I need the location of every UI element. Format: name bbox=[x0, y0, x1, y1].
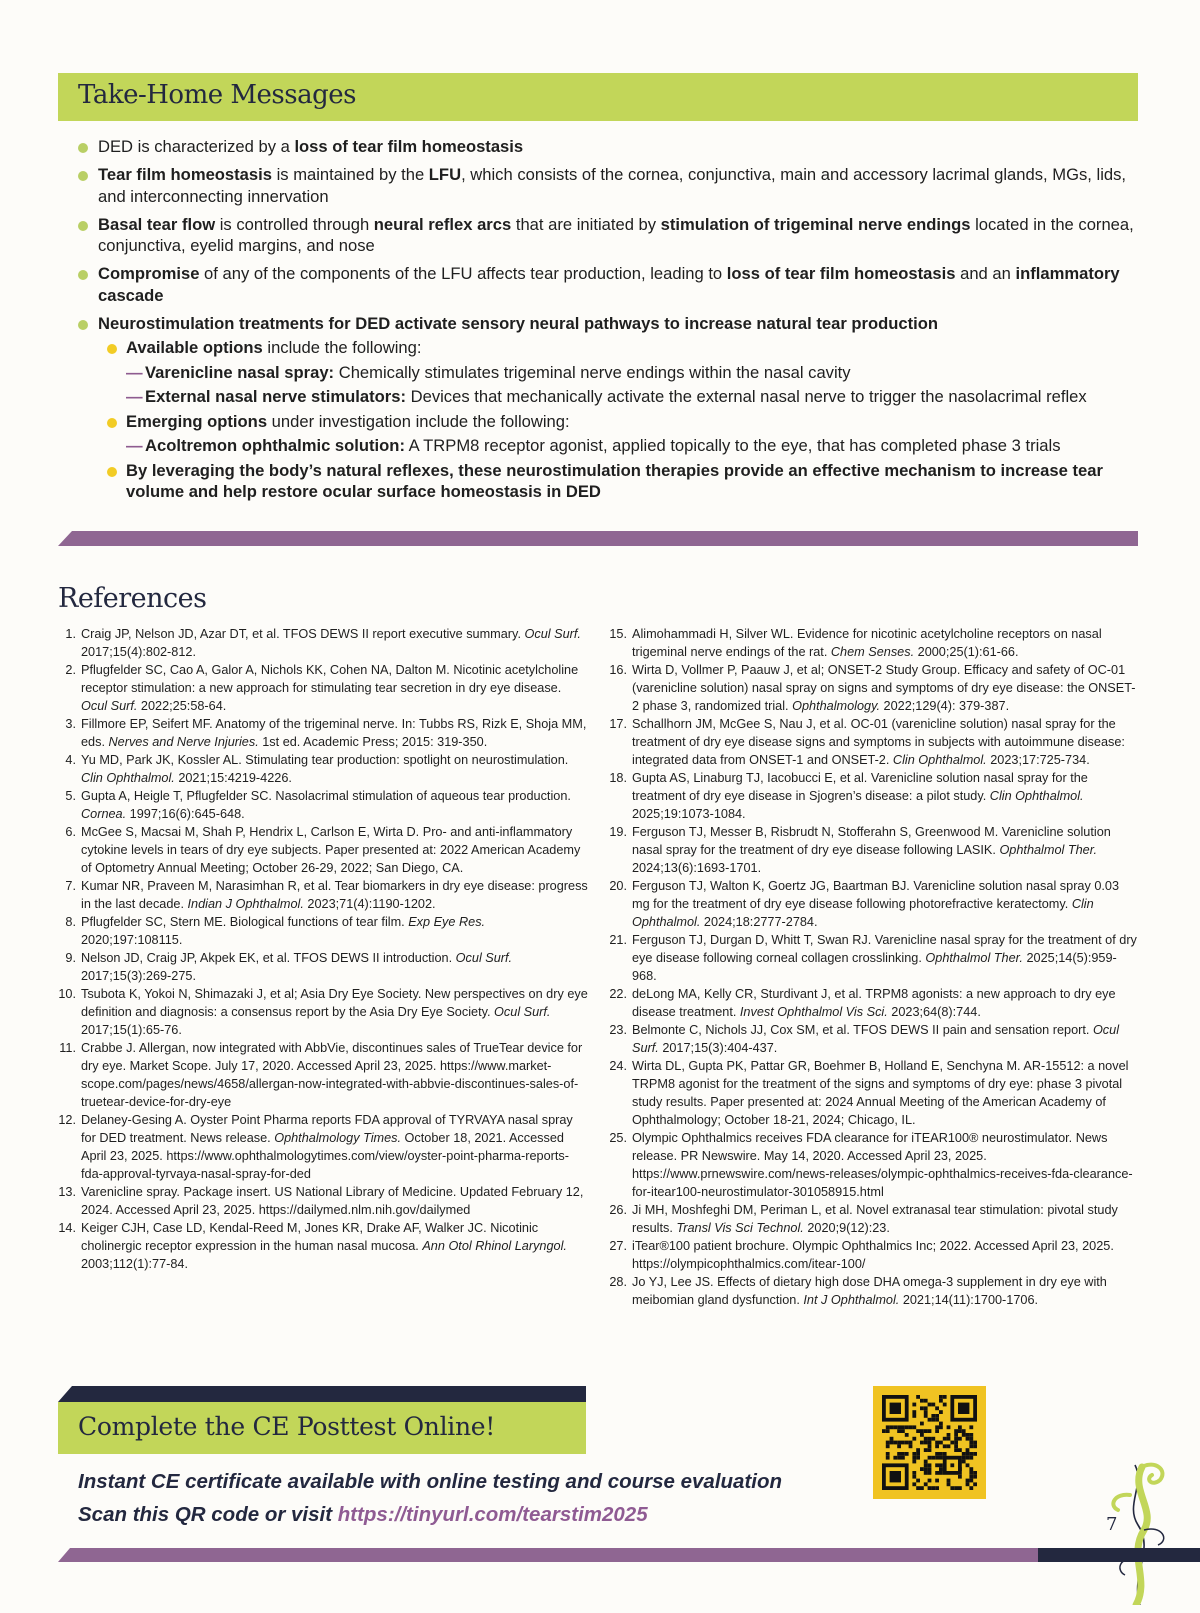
reference-number: 11. bbox=[59, 1041, 76, 1055]
reference-text: Tsubota K, Yokoi N, Shimazaki J, et al; Asia Dry Eye Society. New perspectives on dry eye definition and diagnosis: a consensus report by the Asia Dry Eye Society. bbox=[81, 987, 588, 1019]
reference-item bbox=[58, 1111, 588, 1183]
reference-journal: Clin Ophthalmol. bbox=[81, 771, 175, 785]
reference-text: Ji MH, Moshfeghi DM, Periman L, et al. Novel extranasal tear stimulation: pivotal study results. bbox=[632, 1203, 1118, 1235]
sub-message-emerging: Emerging options under investigation include the following: bbox=[78, 411, 1138, 433]
option-external-stimulators: — External nasal nerve stimulators: Devices that mechanically activate the external nasal nerve to trigger the nasolacrimal reflex bbox=[126, 387, 1087, 406]
reference-number: 6. bbox=[65, 825, 76, 839]
page-number: 7 bbox=[1106, 1514, 1118, 1535]
reference-item bbox=[58, 985, 588, 1039]
message-4: Compromise of any of the components of the LFU affects tear production, leading to loss of tear film homeostasis and an inflammatory cascade bbox=[78, 263, 1138, 306]
footer-accent bbox=[1038, 1548, 1200, 1562]
reference-text: Wirta DL, Gupta PK, Pattar GR, Boehmer B, Holland E, Senchyna M. AR-15512: a novel TRPM8 agonist for the treatment of the signs and symptoms of dry eye: phase 3 pivotal study results. Paper presented at: 2024 Annual Meeting of the American Academy of Ophthalmology; October 18-21, 2024; Chicago, IL. bbox=[632, 1059, 1129, 1127]
reference-citation: 2017;15(3):269-275. bbox=[81, 969, 196, 983]
vine-decoration-icon bbox=[1100, 1455, 1180, 1605]
reference-item bbox=[609, 1021, 1139, 1057]
reference-item bbox=[609, 625, 1139, 661]
reference-journal: Indian J Ophthalmol. bbox=[187, 897, 304, 911]
take-home-title: Take-Home Messages bbox=[78, 80, 356, 110]
reference-number: 19. bbox=[609, 825, 627, 839]
reference-text: Pflugfelder SC, Stern ME. Biological functions of tear film. bbox=[81, 915, 409, 929]
references-column-right bbox=[609, 625, 1139, 1309]
reference-item bbox=[609, 931, 1139, 985]
reference-citation: 2020;197:108115. bbox=[81, 933, 183, 947]
reference-citation: October 18, 2021. Accessed April 23, 2025. https://www.ophthalmologytimes.com/view/oyster-point-pharma-reports-fda-approval-tyrvaya-nasal-spray-for-ded bbox=[81, 1131, 569, 1181]
reference-citation: 2017;15(1):65-76. bbox=[81, 1023, 182, 1037]
reference-text: Gupta A, Heigle T, Pflugfelder SC. Nasolacrimal stimulation of aqueous tear production. bbox=[81, 789, 571, 803]
reference-item bbox=[58, 823, 588, 877]
reference-number: 23. bbox=[609, 1023, 627, 1037]
reference-number: 27. bbox=[609, 1239, 627, 1253]
reference-item bbox=[609, 769, 1139, 823]
reference-citation: 2017;15(3):404-437. bbox=[658, 1041, 778, 1055]
reference-text: Wirta D, Vollmer P, Paauw J, et al; ONSET-2 Study Group. Efficacy and safety of OC-01 (varenicline solution) nasal spray on signs and symptoms of dry eye disease: the ONSET-2 phase 3, randomized trial. bbox=[632, 663, 1136, 713]
reference-text: Yu MD, Park JK, Kossler AL. Stimulating tear production: spotlight on neurostimulation. bbox=[81, 753, 569, 767]
reference-number: 8. bbox=[65, 915, 76, 929]
reference-journal: Exp Eye Res. bbox=[408, 915, 486, 929]
reference-number: 16. bbox=[609, 663, 627, 677]
qr-code[interactable] bbox=[873, 1386, 986, 1499]
reference-citation: 2025;14(5):959-968. bbox=[632, 951, 1117, 983]
reference-item bbox=[58, 1219, 588, 1273]
reference-journal: Chem Senses. bbox=[830, 645, 915, 659]
reference-citation: 1st ed. Academic Press; 2015: 319-350. bbox=[258, 735, 488, 749]
reference-item bbox=[609, 1273, 1139, 1309]
reference-number: 3. bbox=[65, 717, 76, 731]
reference-text: Delaney-Gesing A. Oyster Point Pharma reports FDA approval of TYRVAYA nasal spray for DED treatment. News release. bbox=[81, 1113, 573, 1145]
reference-number: 24. bbox=[609, 1059, 627, 1073]
reference-number: 15. bbox=[609, 627, 627, 641]
reference-item bbox=[58, 661, 588, 715]
reference-item bbox=[58, 913, 588, 949]
reference-text: Gupta AS, Linaburg TJ, Iacobucci E, et al. Varenicline solution nasal spray for the treatment of dry eye disease in Sjogren’s disease: a pilot study. bbox=[632, 771, 1088, 803]
reference-text: Ferguson TJ, Durgan D, Whitt T, Swan RJ. Varenicline nasal spray for the treatment of dry eye disease following corneal collagen crosslinking. bbox=[632, 933, 1137, 965]
reference-journal: Ocul Surf. bbox=[81, 699, 138, 713]
reference-item bbox=[609, 985, 1139, 1021]
reference-number: 5. bbox=[65, 789, 76, 803]
dash-icon: — bbox=[126, 362, 143, 382]
reference-item bbox=[609, 1201, 1139, 1237]
reference-text: Keiger CJH, Case LD, Kendal-Reed M, Jones KR, Drake AF, Walker JC. Nicotinic cholinergic receptor expression in the human nasal mucosa. bbox=[81, 1221, 539, 1253]
reference-text: Jo YJ, Lee JS. Effects of dietary high dose DHA omega-3 supplement in dry eye with meibomian gland dysfunction. bbox=[632, 1275, 1107, 1307]
reference-text: Craig JP, Nelson JD, Azar DT, et al. TFOS DEWS II report executive summary. bbox=[81, 627, 525, 641]
reference-journal: Ophthalmology Times. bbox=[274, 1131, 402, 1145]
reference-text: Schallhorn JM, McGee S, Nau J, et al. OC-01 (varenicline solution) nasal spray for the treatment of dry eye disease signs and symptoms in subjects with autoimmune disease: integrated data from ONSET-1 and ONSET-2. bbox=[632, 717, 1125, 767]
reference-citation: 2017;15(4):802-812. bbox=[81, 645, 196, 659]
reference-citation: 2023;71(4):1190-1202. bbox=[303, 897, 436, 911]
reference-citation: 2024;18:2777-2784. bbox=[700, 915, 818, 929]
reference-citation: 2022;25:58-64. bbox=[137, 699, 227, 713]
reference-text: Olympic Ophthalmics receives FDA clearance for iTEAR100® neurostimulator. News release. PR Newswire. May 14, 2020. Accessed April 23, 2025. https://www.prnewswire.com/news-releases/olympic-ophthalmics-receives-fda-clearance-for-itear100-neurostimulator-301058915.html bbox=[632, 1131, 1133, 1199]
reference-number: 7. bbox=[65, 879, 76, 893]
reference-journal: Int J Ophthalmol. bbox=[803, 1293, 900, 1307]
reference-item bbox=[609, 1129, 1139, 1201]
reference-number: 12. bbox=[58, 1113, 76, 1127]
reference-citation: 2003;112(1):77-84. bbox=[81, 1257, 188, 1271]
ce-title: Complete the CE Posttest Online! bbox=[78, 1412, 496, 1441]
take-home-header bbox=[58, 73, 1138, 121]
reference-item bbox=[58, 751, 588, 787]
reference-item bbox=[609, 823, 1139, 877]
option-acoltremon: — Acoltremon ophthalmic solution: A TRPM8 receptor agonist, applied topically to the eye, that has completed phase 3 trials bbox=[126, 436, 1061, 455]
ce-certificate-text: Instant CE certificate available with online testing and course evaluation bbox=[78, 1470, 783, 1493]
reference-number: 9. bbox=[65, 951, 76, 965]
reference-item bbox=[609, 661, 1139, 715]
sub-message-available: Available options include the following: bbox=[78, 337, 1138, 359]
reference-item bbox=[58, 1183, 588, 1219]
reference-journal: Transl Vis Sci Technol. bbox=[676, 1221, 804, 1235]
dash-icon: — bbox=[126, 436, 143, 455]
reference-number: 25. bbox=[609, 1131, 627, 1145]
option-varenicline: — Varenicline nasal spray: Chemically stimulates trigeminal nerve endings within the nasal cavity bbox=[126, 362, 851, 382]
references-column-left bbox=[58, 625, 588, 1273]
reference-journal: Cornea. bbox=[81, 807, 127, 821]
reference-item bbox=[609, 877, 1139, 931]
sub-message-leveraging: By leveraging the body’s natural reflexes, these neurostimulation therapies provide an effective mechanism to increase tear volume and help restore ocular surface homeostasis in DED bbox=[78, 460, 1138, 503]
reference-journal: Ocul Surf. bbox=[494, 1005, 551, 1019]
reference-item bbox=[609, 1237, 1139, 1273]
reference-citation: 2023;17:725-734. bbox=[986, 753, 1090, 767]
reference-citation: 2020;9(12):23. bbox=[803, 1221, 890, 1235]
reference-text: McGee S, Macsai M, Shah P, Hendrix L, Carlson E, Wirta D. Pro- and anti-inflammatory cytokine levels in tears of dry eye subjects. Paper presented at: 2022 American Academy of Optometry Annual Meeting; October 26-29, 2022; San Diego, CA. bbox=[81, 825, 581, 875]
reference-number: 28. bbox=[609, 1275, 627, 1289]
reference-number: 21. bbox=[609, 933, 627, 947]
qr-code-icon bbox=[882, 1395, 977, 1490]
reference-item bbox=[609, 715, 1139, 769]
reference-citation: 2021;15:4219-4226. bbox=[174, 771, 292, 785]
reference-journal: Clin Ophthalmol. bbox=[892, 753, 987, 767]
reference-journal: Ophthalmol Ther. bbox=[999, 843, 1097, 857]
reference-text: Alimohammadi H, Silver WL. Evidence for nicotinic acetylcholine receptors on nasal trigeminal nerve endings of the rat. bbox=[632, 627, 1102, 659]
reference-item bbox=[58, 715, 588, 751]
reference-journal: Ophthalmology. bbox=[792, 699, 881, 713]
reference-item bbox=[609, 1057, 1139, 1129]
message-1: DED is characterized by a loss of tear film homeostasis bbox=[78, 136, 1138, 158]
reference-item bbox=[58, 625, 588, 661]
reference-text: iTear®100 patient brochure. Olympic Ophthalmics Inc; 2022. Accessed April 23, 2025. https://olympicophthalmics.com/itear-100/ bbox=[632, 1239, 1114, 1271]
reference-number: 20. bbox=[609, 879, 627, 893]
reference-number: 10. bbox=[58, 987, 76, 1001]
reference-journal: Clin Ophthalmol. bbox=[989, 789, 1084, 803]
reference-journal: Clin Ophthalmol. bbox=[632, 897, 1094, 929]
reference-text: deLong MA, Kelly CR, Sturdivant J, et al. TRPM8 agonists: a new approach to dry eye disease treatment. bbox=[632, 987, 1116, 1019]
reference-journal: Ocul Surf. bbox=[524, 627, 581, 641]
reference-journal: Ophthalmol Ther. bbox=[925, 951, 1023, 965]
reference-citation: 2024;13(6):1693-1701. bbox=[632, 861, 762, 875]
take-home-list bbox=[78, 136, 1138, 503]
ce-header bbox=[58, 1402, 586, 1454]
reference-citation: 2025;19:1073-1084. bbox=[632, 807, 746, 821]
reference-text: Pflugfelder SC, Cao A, Galor A, Nichols KK, Cohen NA, Dalton M. Nicotinic acetylcholine receptor stimulation: a new approach for stimulating tear secretion in dry eye disease. bbox=[81, 663, 579, 695]
reference-item bbox=[58, 949, 588, 985]
reference-number: 4. bbox=[65, 753, 76, 767]
section-divider bbox=[58, 531, 1138, 546]
reference-text: Fillmore EP, Seifert MF. Anatomy of the trigeminal nerve. In: Tubbs RS, Rizk E, Shoja MM, eds. bbox=[81, 717, 587, 749]
reference-number: 14. bbox=[58, 1221, 76, 1235]
reference-journal: Invest Ophthalmol Vis Sci. bbox=[739, 1005, 888, 1019]
reference-text: Kumar NR, Praveen M, Narasimhan R, et al. Tear biomarkers in dry eye disease: progress in the last decade. bbox=[81, 879, 588, 911]
reference-item bbox=[58, 1039, 588, 1111]
message-3: Basal tear flow is controlled through neural reflex arcs that are initiated by stimulation of trigeminal nerve endings located in the cornea, conjunctiva, eyelid margins, and nose bbox=[78, 214, 1138, 257]
reference-journal: Ann Otol Rhinol Laryngol. bbox=[422, 1239, 567, 1253]
reference-number: 2. bbox=[65, 663, 76, 677]
dash-icon: — bbox=[126, 387, 143, 406]
ce-visit-text: Scan this QR code or visit https://tinyurl.com/tearstim2025 bbox=[78, 1503, 648, 1526]
reference-citation: 2022;129(4): 379-387. bbox=[880, 699, 1010, 713]
reference-journal: Ocul Surf. bbox=[632, 1023, 1120, 1055]
ce-accent-bar bbox=[58, 1386, 586, 1402]
message-2: Tear film homeostasis is maintained by the LFU, which consists of the cornea, conjunctiva, main and accessory lacrimal glands, MGs, lids, and interconnecting innervation bbox=[78, 164, 1138, 207]
reference-citation: 2000;25(1):61-66. bbox=[914, 645, 1019, 659]
reference-number: 18. bbox=[609, 771, 627, 785]
reference-text: Ferguson TJ, Messer B, Risbrudt N, Stofferahn S, Greenwood M. Varenicline solution nasal spray for the treatment of dry eye disease following LASIK. bbox=[632, 825, 1111, 857]
reference-journal: Ocul Surf. bbox=[455, 951, 513, 965]
reference-text: Crabbe J. Allergan, now integrated with AbbVie, discontinues sales of TrueTear device for dry eye. Market Scope. July 17, 2020. Accessed April 23, 2025. https://www.market-scope.com/pages/news/4658/allergan-now-integrated-with-abbvie-discontinues-sales-of-truetear-device-for-dry-eye bbox=[81, 1041, 583, 1109]
footer-bar bbox=[58, 1548, 1038, 1562]
reference-text: Belmonte C, Nichols JJ, Cox SM, et al. TFOS DEWS II pain and sensation report. bbox=[632, 1023, 1093, 1037]
reference-citation: 2023;64(8):744. bbox=[887, 1005, 981, 1019]
reference-item bbox=[58, 787, 588, 823]
reference-text: Ferguson TJ, Walton K, Goertz JG, Baartman BJ. Varenicline solution nasal spray 0.03 mg for the treatment of dry eye disease following photorefractive keratectomy. bbox=[632, 879, 1120, 911]
message-5: Neurostimulation treatments for DED activate sensory neural pathways to increase natural tear production bbox=[78, 313, 1138, 335]
reference-citation: 2021;14(11):1700-1706. bbox=[899, 1293, 1039, 1307]
posttest-link[interactable]: https://tinyurl.com/tearstim2025 bbox=[337, 1503, 648, 1526]
reference-number: 22. bbox=[609, 987, 627, 1001]
reference-number: 26. bbox=[609, 1203, 627, 1217]
reference-citation: 1997;16(6):645-648. bbox=[126, 807, 245, 821]
reference-journal: Nerves and Nerve Injuries. bbox=[108, 735, 259, 749]
reference-text: Varenicline spray. Package insert. US National Library of Medicine. Updated February 12, 2024. Accessed April 23, 2025. https://dailymed.nlm.nih.gov/dailymed bbox=[81, 1185, 584, 1217]
reference-item bbox=[58, 877, 588, 913]
reference-number: 13. bbox=[58, 1185, 76, 1199]
reference-number: 1. bbox=[65, 627, 76, 641]
reference-number: 17. bbox=[609, 717, 627, 731]
references-title: References bbox=[58, 583, 207, 614]
reference-text: Nelson JD, Craig JP, Akpek EK, et al. TFOS DEWS II introduction. bbox=[81, 951, 456, 965]
